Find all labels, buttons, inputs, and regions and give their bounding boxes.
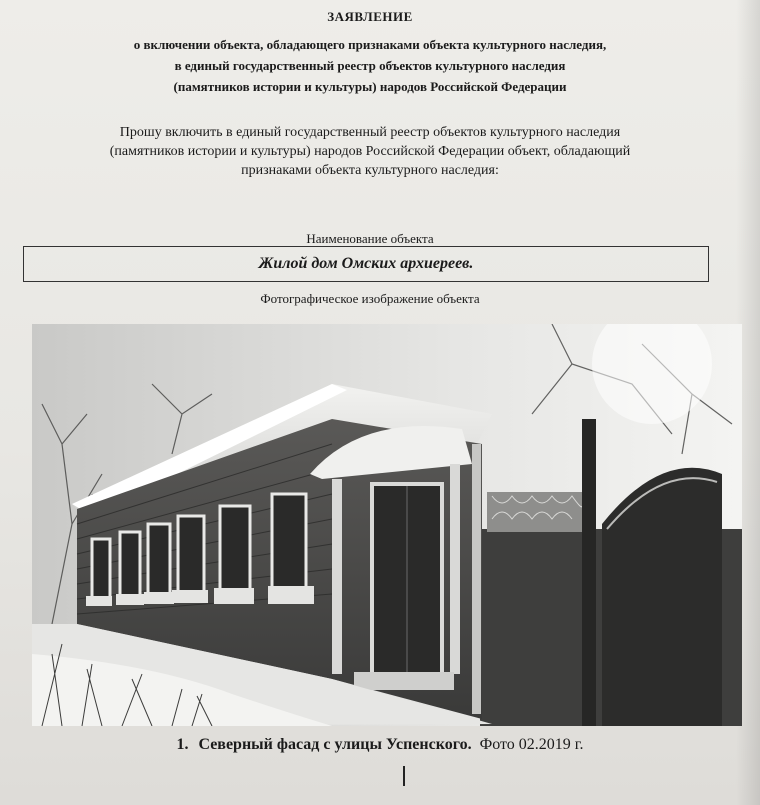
paragraph-line: признаками объекта культурного наследия: xyxy=(241,163,499,178)
caption-text: Северный фасад с улицы Успенского. xyxy=(198,736,472,753)
photo-caption xyxy=(0,736,760,754)
subtitle-line: в единый государственный реестр объектов культурного наследия xyxy=(174,58,566,73)
paragraph-line: (памятников истории и культуры) народов Российской Федерации объект, обладающий xyxy=(109,144,631,159)
house-photo-illustration xyxy=(32,324,742,726)
object-photo xyxy=(32,324,742,726)
object-name-label: Наименование объекта xyxy=(306,231,434,246)
photo-label: Фотографическое изображение объекта xyxy=(260,291,480,306)
document-title: ЗАЯВЛЕНИЕ xyxy=(327,9,413,24)
object-name-box xyxy=(23,246,709,282)
document-subtitle xyxy=(0,34,740,97)
object-name-value: Жилой дом Омских архиереев. xyxy=(258,255,474,272)
request-paragraph xyxy=(0,123,740,180)
subtitle-line: (памятников истории и культуры) народов Российской Федерации xyxy=(173,79,567,94)
page-cursor-mark xyxy=(403,766,405,786)
caption-date: Фото 02.2019 г. xyxy=(479,736,584,753)
paragraph-line: Прошу включить в единый государственный реестр объектов культурного наследия xyxy=(119,125,621,140)
subtitle-line: о включении объекта, обладающего признаками объекта культурного наследия, xyxy=(133,37,607,52)
caption-number: 1. xyxy=(176,736,189,753)
